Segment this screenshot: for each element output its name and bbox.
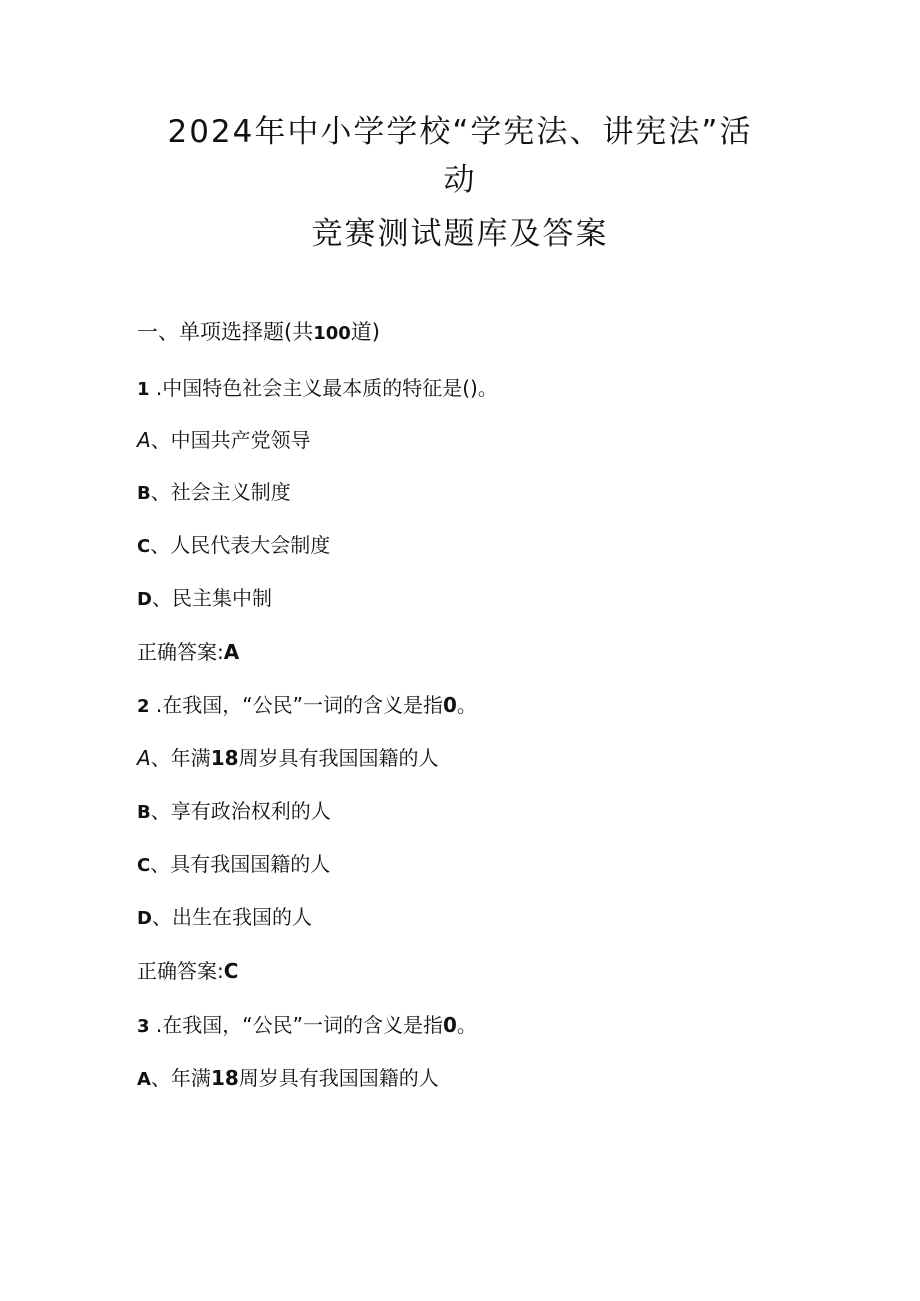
question-1-option-c [137, 531, 330, 561]
section-suffix: 道) [350, 320, 380, 344]
option-text: 、中国共产党领导 [150, 428, 311, 452]
question-1-option-b [137, 478, 291, 508]
question-1 [137, 374, 498, 404]
question-text: .中国特色社会主义最本质的特征是()。 [155, 376, 498, 400]
question-text-end: 。 [456, 1013, 477, 1037]
section-prefix: 一、单项选择题(共 [137, 320, 314, 344]
question-text-end: 。 [456, 693, 477, 717]
question-3 [137, 1011, 477, 1041]
option-text: 、享有政治权利的人 [150, 799, 331, 823]
section-count: 100 [313, 323, 351, 344]
question-2-option-b [137, 797, 331, 827]
option-letter: A [137, 746, 151, 770]
question-number: 2 [137, 696, 150, 717]
option-letter: C [137, 855, 151, 876]
option-text-post: 周岁具有我国国籍的人 [238, 1066, 439, 1090]
option-letter: B [137, 483, 151, 504]
question-text-tail: 0 [442, 693, 457, 717]
question-1-option-d [137, 584, 272, 614]
option-text-pre: 、年满 [150, 1066, 211, 1090]
answer-label: 正确答案: [137, 640, 224, 664]
question-1-answer [137, 638, 239, 666]
question-number: 1 [137, 379, 150, 400]
document-title-line-2: 动 [443, 162, 477, 198]
option-text: 、社会主义制度 [150, 480, 291, 504]
answer-value: C [223, 959, 239, 983]
option-text: 、出生在我国的人 [151, 905, 312, 929]
option-letter: A [137, 1069, 151, 1090]
question-2-option-a [137, 744, 439, 772]
option-text-bold: 18 [210, 746, 239, 770]
option-text-bold: 18 [210, 1066, 239, 1090]
answer-value: A [223, 640, 240, 664]
option-letter: A [137, 428, 151, 452]
document-title-line-1: 2024年中小学学校“学宪法、讲宪法”活 [167, 114, 753, 150]
option-letter: B [137, 802, 151, 823]
question-2-answer [137, 957, 238, 985]
option-letter: D [137, 589, 152, 610]
option-text: 、具有我国国籍的人 [150, 852, 331, 876]
question-2 [137, 691, 477, 721]
question-2-option-d [137, 903, 312, 933]
option-letter: C [137, 536, 151, 557]
question-3-option-a [137, 1064, 439, 1094]
question-text: .在我国，“公民”一词的含义是指 [155, 1013, 443, 1037]
option-letter: D [137, 908, 152, 929]
section-heading [137, 318, 380, 348]
option-text: 、人民代表大会制度 [150, 533, 331, 557]
question-1-option-a [137, 426, 311, 454]
question-number: 3 [137, 1016, 150, 1037]
answer-label: 正确答案: [137, 959, 224, 983]
option-text-post: 周岁具有我国国籍的人 [238, 746, 439, 770]
question-text-tail: 0 [442, 1013, 457, 1037]
question-text: .在我国，“公民”一词的含义是指 [155, 693, 443, 717]
question-2-option-c [137, 850, 330, 880]
document-title-line-3: 竞赛测试题库及答案 [311, 216, 609, 252]
option-text-pre: 、年满 [150, 746, 211, 770]
option-text: 、民主集中制 [151, 586, 272, 610]
